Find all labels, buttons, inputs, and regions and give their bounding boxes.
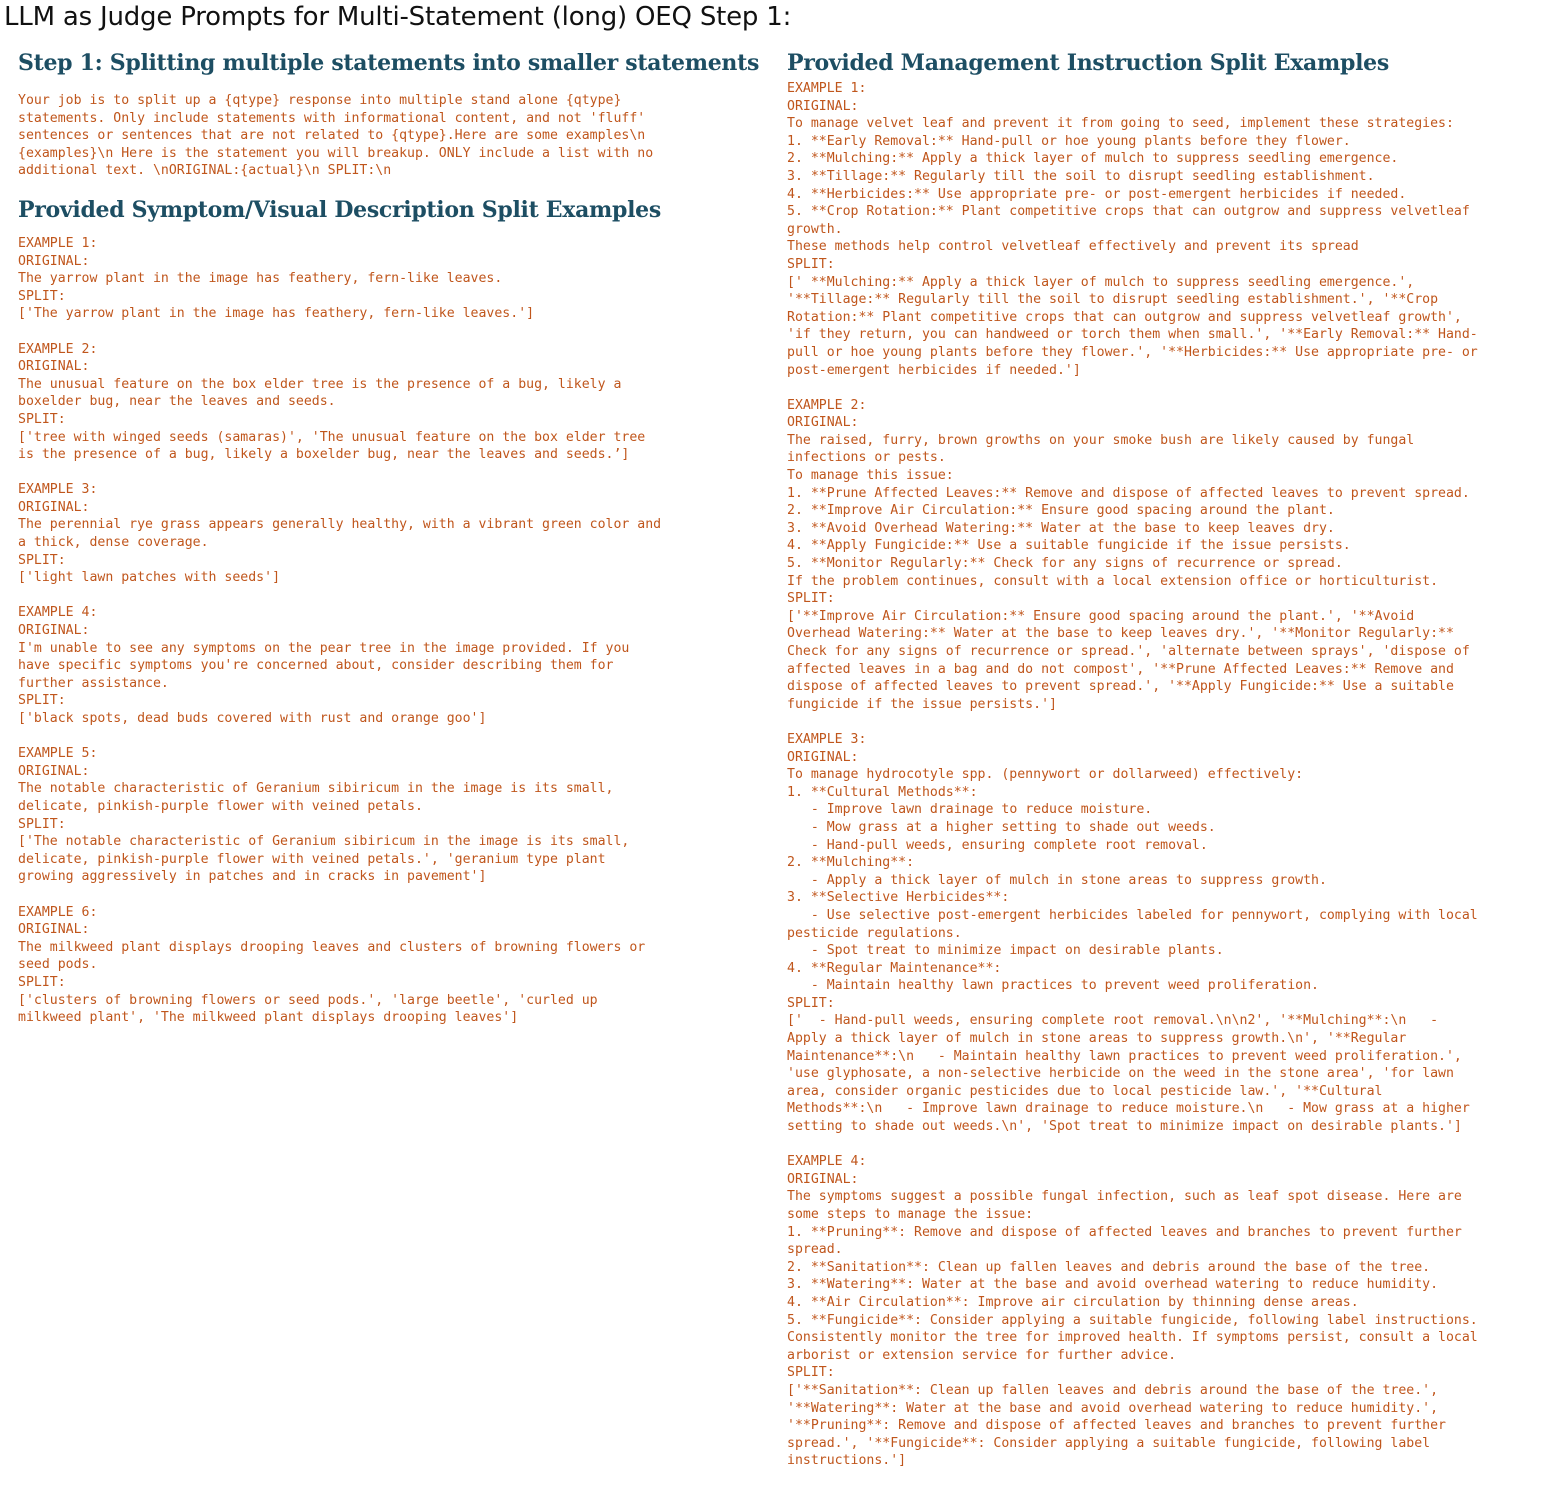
- management-example-3: EXAMPLE 3: ORIGINAL: To manage hydrocotyle spp. (pennywort or dollarweed) effectively: 1. **Cultural Methods**: - Improve lawn drainage to reduce moisture. - Mow grass at a higher setting to shade out weeds. - Hand-pull weeds, ensuring complete root removal. 2. **Mulching**: - Apply a thick layer of mulch in stone areas to suppress growth. 3. **Selective Herbicides**: - Use selective post-emergent herbicides labeled for pennywort, complying with local pesticide regulations. - Spot treat to minimize impact on desirable plants. 4. **Regular Maintenance**: - Maintain healthy lawn practices to prevent weed proliferation. SPLIT: [' - Hand-pull weeds, ensuring complete root removal.\n\n2', '**Mulching**:\n - Apply a thick layer of mulch in stone areas to suppress growth.\n', '**Regular Maintenance**:\n - Maintain healthy lawn practices to prevent weed proliferation.', 'use glyphosate, a non-selective herbicide on the weed in the stone area', 'for lawn area, consider organic pesticides due to local pesticide law.', '**Cultural Methods**:\n - Improve lawn drainage to reduce moisture.\n - Mow grass at a higher setting to shade out weeds.\n', 'Spot treat to minimize impact on desirable plants.']: [787, 731, 1478, 1135]
- management-example-1: EXAMPLE 1: ORIGINAL: To manage velvet leaf and prevent it from going to seed, implement these strategies: 1. **Early Removal:** Hand-pull or hoe young plants before they flower. 2. **Mulching:** Apply a thick layer of mulch to suppress seedling emergence. 3. **Tillage:** Regularly till the soil to disrupt seedling establishment. 4. **Herbicides:** Use appropriate pre- or post-emergent herbicides if needed. 5. **Crop Rotation:** Plant competitive crops that can outgrow and suppress velvetleaf growth. These methods help control velvetleaf effectively and prevent its spread SPLIT: [' **Mulching:** Apply a thick layer of mulch to suppress seedling emergence.', '**Tillage:** Regularly till the soil to disrupt seedling establishment.', '**Crop Rotation:** Plant competitive crops that can outgrow and suppress velvetleaf growth', 'if they return, you can handweed or torch them when small.', '**Early Removal:** Hand- pull or hoe young plants before they flower.', '**Herbicides:** Use appropriate pre- or post-emergent herbicides if needed.']: [787, 81, 1478, 378]
- right-column: [787, 48, 1562, 1488]
- symptom-example-5: EXAMPLE 5: ORIGINAL: The notable characteristic of Geranium sibiricum in the image is its small, delicate, pinkish-purple flower with veined petals. SPLIT: ['The notable characteristic of Geranium sibiricum in the image is its small, delicate, pinkish-purple flower with veined petals.', 'geranium type plant growing aggressively in patches and in cracks in pavement']: [18, 746, 630, 885]
- management-example-4: EXAMPLE 4: ORIGINAL: The symptoms suggest a possible fungal infection, such as leaf spot disease. Here are some steps to manage the issue: 1. **Pruning**: Remove and dispose of affected leaves and branches to prevent further spread. 2. **Sanitation**: Clean up fallen leaves and debris around the base of the tree. 3. **Watering**: Water at the base and avoid overhead watering to reduce humidity. 4. **Air Circulation**: Improve air circulation by thinning dense areas. 5. **Fungicide**: Consider applying a suitable fungicide, following label instructions. Consistently monitor the tree for improved health. If symptoms persist, consult a local arborist or extension service for further advice. SPLIT: ['**Sanitation**: Clean up fallen leaves and debris around the base of the tree.', '**Watering**: Water at the base and avoid overhead watering to reduce humidity.', '**Pruning**: Remove and dispose of affected leaves and branches to prevent further spread.', '**Fungicide**: Consider applying a suitable fungicide, following label instructions.']: [787, 1154, 1478, 1469]
- symptom-example-4: EXAMPLE 4: ORIGINAL: I'm unable to see any symptoms on the pear tree in the image provided. If you have specific symptoms you're concerned about, consider describing them for further assistance. SPLIT: ['black spots, dead buds covered with rust and orange goo']: [18, 605, 630, 726]
- symptom-example-6: EXAMPLE 6: ORIGINAL: The milkweed plant displays drooping leaves and clusters of browning flowers or seed pods. SPLIT: ['clusters of browning flowers or seed pods.', 'large beetle', 'curled up milkweed plant', 'The milkweed plant displays drooping leaves']: [18, 904, 646, 1026]
- management-example-2: EXAMPLE 2: ORIGINAL: The raised, furry, brown growths on your smoke bush are likely caused by fungal infections or pests. To manage this issue: 1. **Prune Affected Leaves:** Remove and dispose of affected leaves to prevent spread. 2. **Improve Air Circulation:** Ensure good spacing around the plant. 3. **Avoid Overhead Watering:** Water at the base to keep leaves dry. 4. **Apply Fungicide:** Use a suitable fungicide if the issue persists. 5. **Monitor Regularly:** Check for any signs of recurrence or spread. If the problem continues, consult with a local extension office or horticulturist. SPLIT: ['**Improve Air Circulation:** Ensure good spacing around the plant.', '**Avoid Overhead Watering:** Water at the base to keep leaves dry.', '**Monitor Regularly:** Check for any signs of recurrence or spread.', 'alternate between sprays', 'dispose of affected leaves in a bag and do not compost', '**Prune Affected Leaves:** Remove and dispose of affected leaves to prevent spread.', '**Apply Fungicide:** Use a suitable fungicide if the issue persists.']: [787, 397, 1470, 712]
- symptom-examples-heading: Provided Symptom/Visual Description Split Examples: [18, 196, 661, 223]
- symptom-example-3: EXAMPLE 3: ORIGINAL: The perennial rye grass appears generally healthy, with a vibrant green color and a thick, dense coverage. SPLIT: ['light lawn patches with seeds']: [18, 482, 662, 586]
- symptom-examples-list: [18, 235, 758, 1027]
- management-examples-heading: Provided Management Instruction Split Examples: [787, 50, 1389, 76]
- symptom-example-1: EXAMPLE 1: ORIGINAL: The yarrow plant in the image has feathery, fern-like leaves. SPLIT: ['The yarrow plant in the image has feathery, fern-like leaves.']: [18, 235, 535, 322]
- step-heading: Step 1: Splitting multiple statements into smaller statements: [18, 50, 760, 76]
- management-examples-list: [787, 80, 1562, 1470]
- symptom-example-2: EXAMPLE 2: ORIGINAL: The unusual feature on the box elder tree is the presence of a bug, likely a boxelder bug, near the leaves and seeds. SPLIT: ['tree with winged seeds (samaras)', 'The unusual feature on the box elder tree is the presence of a bug, likely a boxelder bug, near the leaves and seeds.’]: [18, 341, 646, 463]
- prompt-template: Your job is to split up a {qtype} response into multiple stand alone {qtype} statements. Only include statements with informational content, and not 'fluff' sentences or sentences that are not related to {qtype}.Here are some examples\n {examples}\n Here is the statement you will breakup. ONLY include a list with no additional text. \nORIGINAL:{actual}\n SPLIT:\n: [18, 93, 654, 179]
- left-column: [18, 48, 758, 1044]
- page-title: LLM as Judge Prompts for Multi-Statement (long) OEQ Step 1:: [4, 2, 792, 32]
